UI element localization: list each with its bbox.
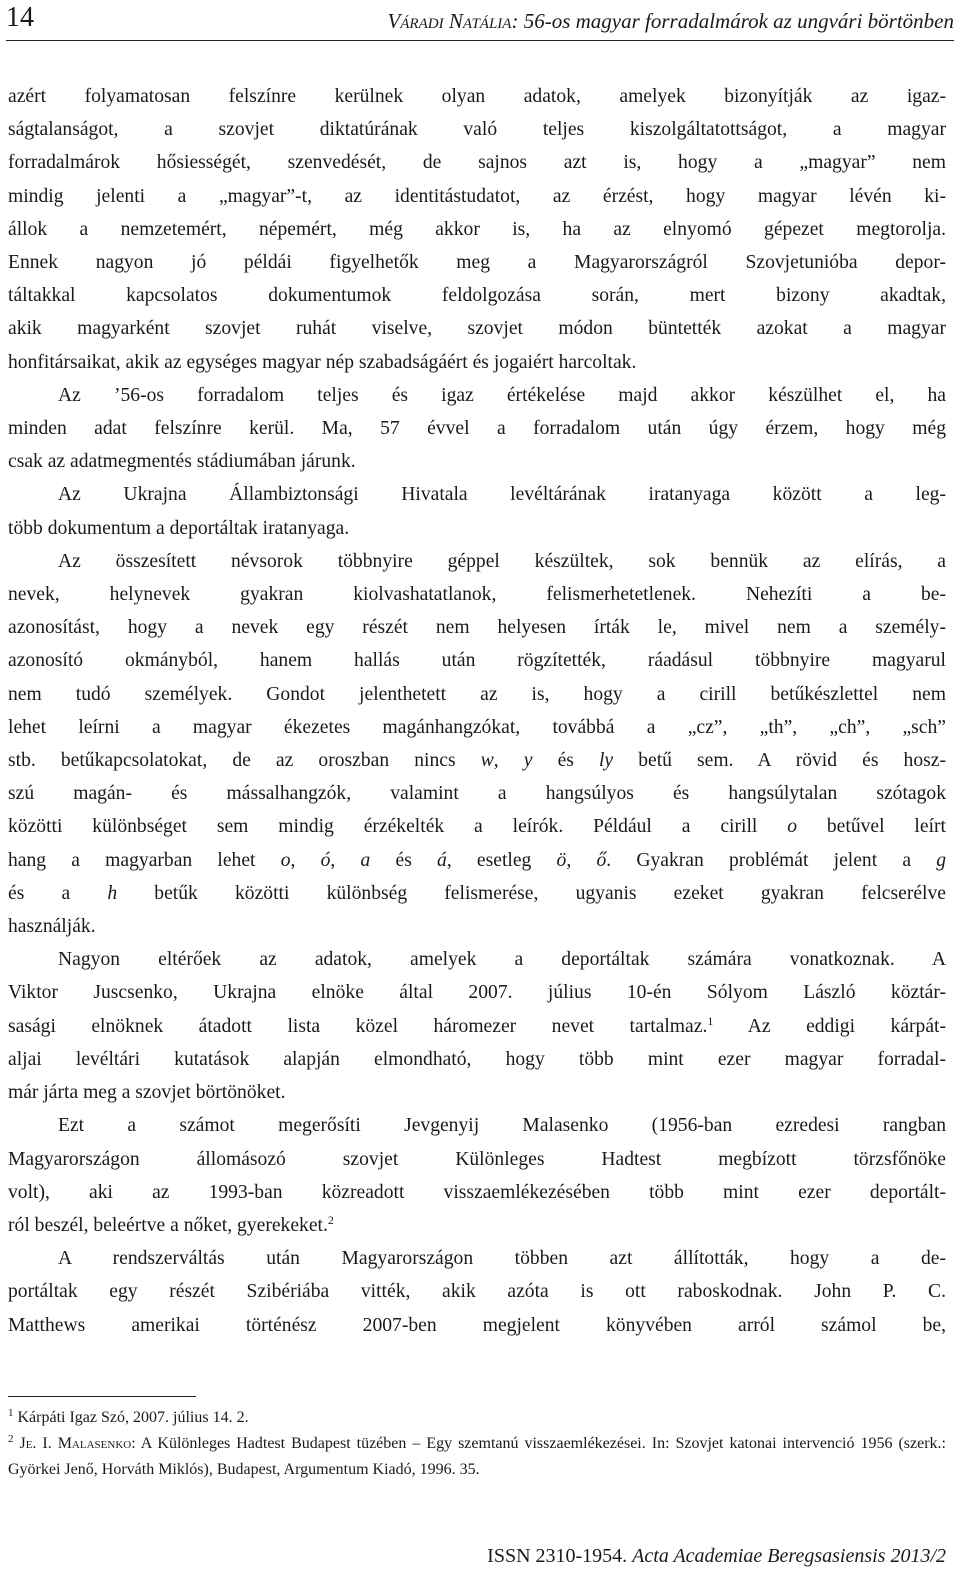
text-run: , esetleg — [446, 849, 557, 871]
text-line: Magyarországon állomásozó szovjet Különleges Hadtest megbízott törzsfőnöke — [8, 1148, 946, 1170]
text-run: , — [290, 849, 321, 871]
text-line: nevek, helynevek gyakran kiolvashatatlanok, felismerhetetlenek. Nehezíti a be- — [8, 584, 946, 606]
text-run: betű sem. A rövid és hosz- — [613, 750, 946, 772]
running-header — [6, 0, 954, 40]
text-line — [8, 844, 946, 877]
text-line: akik magyarként szovjet ruhát viselve, szovjet módon büntették azokat a magyar — [8, 318, 946, 340]
text-line — [8, 1209, 946, 1242]
text-line: mindig jelenti a „magyar”-t, az identitástudatot, az érzést, hogy magyar lévén ki- — [8, 185, 946, 207]
page-footer — [487, 1543, 946, 1569]
text-run: betűk közötti különbség felismerése, ugyanis ezeket gyakran felcserélve — [117, 882, 946, 904]
text-line: Az összesített névsorok többnyire géppel készültek, sok bennük az elírás, a — [58, 550, 946, 572]
text-run: és — [370, 849, 438, 871]
paragraph-5 — [8, 943, 946, 1109]
text-line — [8, 1010, 946, 1043]
paragraph-6 — [8, 1109, 946, 1242]
italic-letter: h — [107, 882, 118, 904]
italic-letter: ő — [596, 849, 607, 871]
text-line: több dokumentum a deportáltak iratanyaga. — [8, 517, 350, 539]
text-line: Viktor Juscsenko, Ukrajna elnöke által 2007. július 10-én Sólyom László köztár- — [8, 982, 946, 1004]
running-article-title: 56-os magyar forradalmárok az ungvári börtönben — [523, 9, 954, 33]
text-run: hang a magyarban lehet — [8, 849, 281, 871]
text-run: és — [532, 750, 599, 772]
footnote-number: 2 — [8, 1433, 14, 1445]
paragraph-1 — [8, 80, 946, 379]
italic-letter: w — [480, 750, 494, 772]
text-line — [8, 744, 946, 777]
page-number: 14 — [6, 2, 34, 33]
italic-letter: ly — [598, 750, 614, 772]
text-line: szú magán- és mássalhangzók, valamint a hangsúlyos és hangsúlytalan szótagok — [8, 783, 946, 805]
footnotes — [8, 1405, 946, 1483]
footnote-number: 1 — [8, 1407, 14, 1419]
text-run: közötti különbséget sem mindig érzékelték a leírók. Például a cirill — [8, 816, 788, 838]
italic-letter: o — [280, 849, 291, 871]
text-line: nem tudó személyek. Gondot jelenthetett az is, hogy a cirill betűkészlettel nem — [8, 683, 946, 705]
paragraph-4 — [8, 545, 946, 943]
text-line: minden adat felszínre kerül. Ma, 57 évvel a forradalom után úgy érzem, hogy még — [8, 418, 946, 440]
running-author: Váradi Natália: — [387, 9, 519, 33]
text-line: ságtalanságot, a szovjet diktatúrának való teljes kiszolgáltatottságot, a magyar — [8, 119, 946, 141]
text-line: csak az adatmegmentés stádiumában járunk. — [8, 451, 356, 473]
text-run: , — [330, 849, 361, 871]
text-run: , — [493, 750, 524, 772]
footnote-2 — [8, 1431, 946, 1483]
footnote-author: Je. I. Malasenko: — [13, 1435, 136, 1452]
text-run: stb. betűkapcsolatokat, de az oroszban nincs — [8, 750, 481, 772]
text-line: Matthews amerikai történész 2007-ben megjelent könyvében arról számol be, — [8, 1314, 946, 1336]
text-run: . Gyakran problémát jelent a — [606, 849, 937, 871]
text-line: használják. — [8, 916, 96, 938]
text-line: táltakkal kapcsolatos dokumentumok feldolgozása során, mert bizony akadtak, — [8, 285, 946, 307]
text-line: forradalmárok hősiességét, szenvedését, de sajnos azt is, hogy a „magyar” nem — [8, 152, 946, 174]
text-line: Ennek nagyon jó példái figyelhetők meg a Magyarországról Szovjetunióba depor- — [8, 252, 946, 274]
text-line — [8, 810, 946, 843]
paragraph-7 — [8, 1242, 946, 1342]
paragraph-3 — [8, 478, 946, 544]
italic-letter: á — [437, 849, 447, 871]
text-line: volt), aki az 1993-ban közreadott visszaemlékezésében több mint ezer deportált- — [8, 1181, 946, 1203]
footnote-rule — [8, 1396, 196, 1397]
text-run: és a — [8, 882, 108, 904]
footnote-ref-1[interactable]: 1 — [707, 1013, 714, 1028]
journal-name: Acta Academiae Beregsasiensis 2013/2 — [632, 1545, 946, 1567]
text-line: Az ’56-os forradalom teljes és igaz értékelése majd akkor készülhet el, ha — [58, 384, 946, 406]
text-line: A rendszerváltás után Magyarországon többen azt állították, hogy a de- — [58, 1248, 946, 1270]
italic-letter: a — [360, 849, 371, 871]
italic-letter: ó — [320, 849, 331, 871]
issn: ISSN 2310-1954. — [487, 1545, 628, 1567]
main-text — [8, 80, 946, 1342]
text-line: Nagyon eltérőek az adatok, amelyek a deportáltak számára vonatkoznak. A — [58, 949, 946, 971]
text-line: portáltak egy részét Szibériába vitték, akik azóta is ott raboskodnak. John P. C. — [8, 1281, 946, 1303]
text-line: Az Ukrajna Állambiztonsági Hivatala levéltárának iratanyaga között a leg- — [58, 484, 946, 506]
italic-letter: y — [523, 750, 533, 772]
text-line: állok a nemzetemért, népemért, még akkor is, ha az elnyomó gépezet megtorolja. — [8, 218, 946, 240]
text-line: lehet leírni a magyar ékezetes magánhangzókat, továbbá a „cz”, „th”, „ch”, „sch” — [8, 716, 946, 738]
text-line: már járta meg a szovjet börtönöket. — [8, 1082, 286, 1104]
text-line: azért folyamatosan felszínre kerülnek olyan adatok, amelyek bizonyítják az igaz- — [8, 86, 946, 107]
text-line: aljai levéltári kutatások alapján elmondható, hogy több mint ezer magyar forradal- — [8, 1048, 946, 1070]
text-line — [8, 877, 946, 910]
text-line: Ezt a számot megerősíti Jevgenyij Malasenko (1956-ban ezredesi rangban — [58, 1115, 946, 1137]
footnote-text: Kárpáti Igaz Szó, 2007. július 14. 2. — [13, 1409, 249, 1426]
text-run: Az eddigi kárpát- — [713, 1015, 946, 1037]
text-line: azonosítást, hogy a nevek egy részét nem helyesen írták le, mivel nem a személy- — [8, 617, 946, 639]
text-run: sasági elnöknek átadott lista közel háromezer nevet tartalmaz. — [8, 1015, 708, 1037]
running-title — [387, 8, 954, 34]
italic-letter: ö — [556, 849, 567, 871]
text-run: , — [566, 849, 597, 871]
italic-letter: g — [936, 849, 946, 871]
text-run: betűvel leírt — [797, 816, 946, 838]
header-rule — [6, 40, 954, 41]
text-run: ról beszél, beleértve a nőket, gyerekeket. — [8, 1214, 328, 1236]
footnote-text: A Különleges Hadtest Budapest tüzében – Egy szemtanú visszaemlékezései. In: Szovjet katonai intervenció 1956 (szerk.: Györkei Jenő, Horváth Miklós), Budapest, Argumentum Kiadó, 1996. 35. — [8, 1435, 946, 1478]
footnote-1 — [8, 1405, 946, 1431]
italic-letter: o — [787, 816, 797, 838]
footnote-ref-2[interactable]: 2 — [327, 1212, 334, 1227]
paragraph-2 — [8, 379, 946, 479]
text-line: honfitársaikat, akik az egységes magyar nép szabadságáért és jogaiért harcoltak. — [8, 351, 637, 373]
text-line: azonosító okmányból, hanem hallás után rögzítették, ráadásul többnyire magyarul — [8, 650, 946, 672]
